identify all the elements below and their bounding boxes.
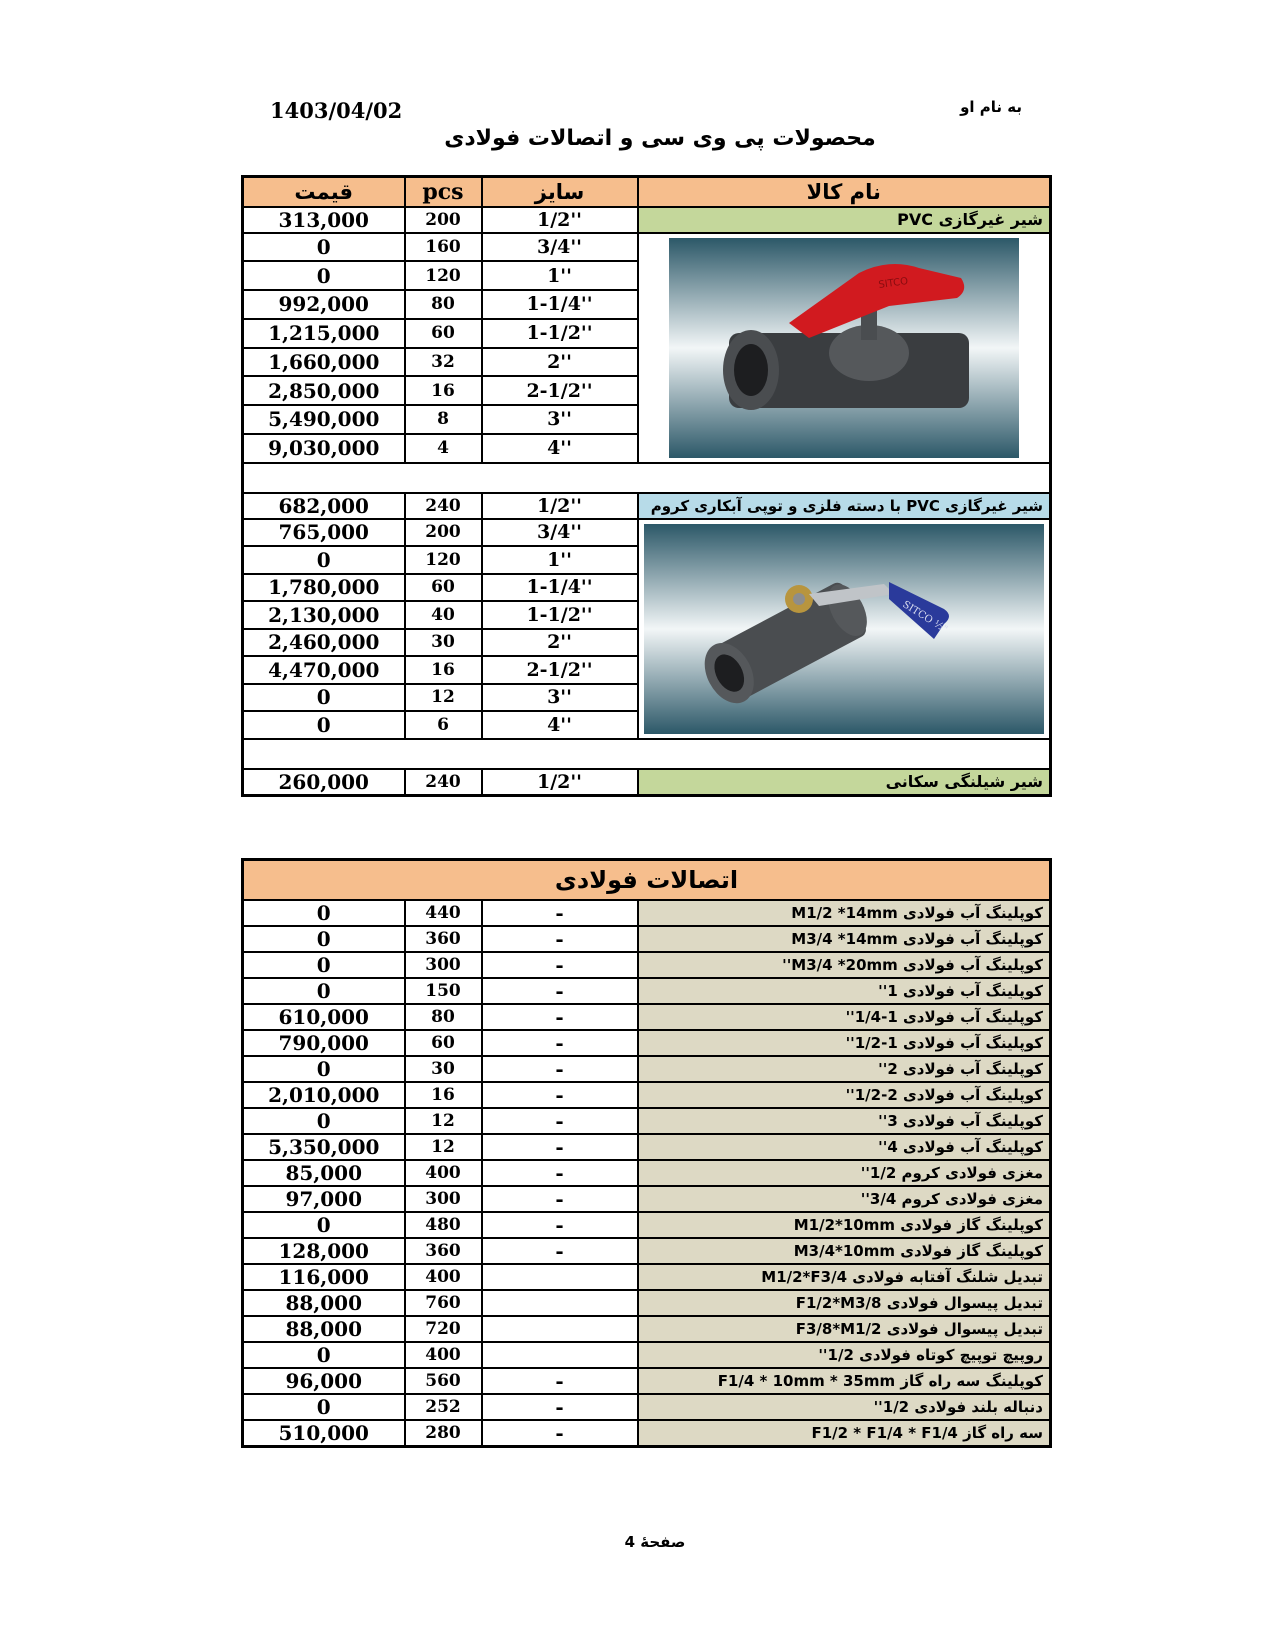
price-cell: 85,000	[243, 1160, 405, 1186]
size-cell: 2''	[482, 629, 638, 657]
pcs-cell: 60	[405, 574, 482, 602]
size-cell: -	[482, 1238, 638, 1264]
fitting-name-cell: دنباله بلند فولادی 1/2''	[638, 1394, 1051, 1420]
pcs-cell: 200	[405, 519, 482, 547]
size-cell	[482, 1342, 638, 1368]
pcs-cell: 360	[405, 1238, 482, 1264]
size-cell: 3/4''	[482, 233, 638, 262]
price-cell: 2,130,000	[243, 601, 405, 629]
size-cell	[482, 1264, 638, 1290]
size-cell: -	[482, 952, 638, 978]
pcs-cell: 32	[405, 348, 482, 377]
pcs-cell: 480	[405, 1212, 482, 1238]
size-cell: -	[482, 1394, 638, 1420]
price-cell: 116,000	[243, 1264, 405, 1290]
fitting-name-cell: تبدیل پیسوال فولادی F1/2*M3/8	[638, 1290, 1051, 1316]
price-cell: 1,780,000	[243, 574, 405, 602]
pcs-cell: 252	[405, 1394, 482, 1420]
price-cell: 0	[243, 233, 405, 262]
size-cell: 1''	[482, 261, 638, 290]
page-number: صفحهٔ 4	[624, 1533, 686, 1551]
table-row	[243, 1108, 1051, 1134]
pcs-cell: 12	[405, 684, 482, 712]
pcs-cell: 150	[405, 978, 482, 1004]
product-image-cell	[638, 519, 1051, 739]
price-cell: 510,000	[243, 1420, 405, 1447]
price-cell: 2,460,000	[243, 629, 405, 657]
size-cell: -	[482, 1160, 638, 1186]
fitting-name-cell: کوپلینگ آب فولادی 3''	[638, 1108, 1051, 1134]
table-row	[243, 1264, 1051, 1290]
spacer-row	[243, 463, 1051, 493]
pvc-valve-image	[669, 238, 1019, 458]
price-cell: 0	[243, 900, 405, 926]
price-cell: 128,000	[243, 1238, 405, 1264]
size-cell: 1-1/4''	[482, 574, 638, 602]
table-row	[243, 519, 1051, 547]
size-cell: -	[482, 1082, 638, 1108]
fitting-name-cell: کوپلینگ آب فولادی 2''	[638, 1056, 1051, 1082]
size-cell: -	[482, 1030, 638, 1056]
product-name-hose-valve: شیر شیلنگی سکانی	[638, 769, 1051, 796]
size-cell: 1/2''	[482, 769, 638, 796]
table-row	[243, 1420, 1051, 1447]
document-date: 1403/04/02	[270, 98, 403, 123]
table-row	[243, 1368, 1051, 1394]
size-cell: 1/2''	[482, 207, 638, 233]
pcs-cell: 120	[405, 546, 482, 574]
fitting-name-cell: تبدیل پیسوال فولادی F3/8*M1/2	[638, 1316, 1051, 1342]
price-cell: 682,000	[243, 493, 405, 519]
size-cell: -	[482, 1004, 638, 1030]
pcs-cell: 560	[405, 1368, 482, 1394]
price-cell: 97,000	[243, 1186, 405, 1212]
pcs-cell: 720	[405, 1316, 482, 1342]
table-row	[243, 1082, 1051, 1108]
pcs-cell: 16	[405, 656, 482, 684]
table-row	[243, 1160, 1051, 1186]
price-cell: 0	[243, 1212, 405, 1238]
pcs-cell: 400	[405, 1264, 482, 1290]
price-cell: 2,850,000	[243, 376, 405, 405]
size-cell: 1-1/4''	[482, 290, 638, 319]
pcs-cell: 4	[405, 434, 482, 463]
pcs-cell: 300	[405, 952, 482, 978]
size-cell: 1/2''	[482, 493, 638, 519]
pvc-price-table	[241, 175, 1052, 797]
table-row	[243, 1290, 1051, 1316]
price-cell: 0	[243, 1108, 405, 1134]
pcs-cell: 12	[405, 1134, 482, 1160]
svg-text:SITCO ½": SITCO ½"	[900, 598, 950, 635]
pcs-cell: 60	[405, 319, 482, 348]
size-cell: -	[482, 1108, 638, 1134]
price-cell: 0	[243, 711, 405, 739]
table-header-row	[243, 177, 1051, 207]
basmala-text: به نام او	[960, 98, 1022, 116]
section-title: اتصالات فولادی	[243, 860, 1051, 900]
pcs-cell: 300	[405, 1186, 482, 1212]
size-cell: 3''	[482, 405, 638, 434]
spacer-row	[243, 739, 1051, 769]
fitting-name-cell: کوپلینگ آب فولادی 1''	[638, 978, 1051, 1004]
size-cell: 1-1/2''	[482, 319, 638, 348]
price-cell: 2,010,000	[243, 1082, 405, 1108]
price-cell: 88,000	[243, 1316, 405, 1342]
size-cell: 4''	[482, 711, 638, 739]
size-cell: -	[482, 1368, 638, 1394]
table-row	[243, 900, 1051, 926]
size-cell: -	[482, 1420, 638, 1447]
price-cell: 992,000	[243, 290, 405, 319]
pcs-cell: 16	[405, 376, 482, 405]
price-cell: 313,000	[243, 207, 405, 233]
pvc-chrome-valve-section	[243, 493, 1051, 739]
table-row	[243, 207, 1051, 233]
price-cell: 0	[243, 1056, 405, 1082]
pcs-cell: 200	[405, 207, 482, 233]
fitting-name-cell: کوپلینگ آب فولادی M1/2 *14mm	[638, 900, 1051, 926]
pcs-cell: 280	[405, 1420, 482, 1447]
page-title: محصولات پی وی سی و اتصالات فولادی	[444, 126, 876, 151]
table-row	[243, 978, 1051, 1004]
fitting-name-cell: کوپلینگ آب فولادی 2-1/2''	[638, 1082, 1051, 1108]
pcs-cell: 60	[405, 1030, 482, 1056]
pcs-cell: 80	[405, 1004, 482, 1030]
size-cell: -	[482, 900, 638, 926]
fitting-name-cell: کوپلینگ آب فولادی 1-1/2''	[638, 1030, 1051, 1056]
table-row	[243, 1186, 1051, 1212]
size-cell: -	[482, 1134, 638, 1160]
product-name-label: شیر غیرگازی PVC	[638, 207, 1051, 233]
pcs-cell: 30	[405, 629, 482, 657]
size-cell: 3''	[482, 684, 638, 712]
table-row	[243, 926, 1051, 952]
size-cell: 2-1/2''	[482, 656, 638, 684]
price-cell: 5,350,000	[243, 1134, 405, 1160]
pcs-cell: 6	[405, 711, 482, 739]
fitting-name-cell: مغزی فولادی کروم 1/2''	[638, 1160, 1051, 1186]
price-cell: 0	[243, 546, 405, 574]
pcs-cell: 360	[405, 926, 482, 952]
pcs-cell: 80	[405, 290, 482, 319]
price-cell: 610,000	[243, 1004, 405, 1030]
price-cell: 0	[243, 1342, 405, 1368]
size-cell: 2-1/2''	[482, 376, 638, 405]
size-cell: 1''	[482, 546, 638, 574]
size-cell	[482, 1316, 638, 1342]
table-row	[243, 952, 1051, 978]
fitting-name-cell: مغزی فولادی کروم 3/4''	[638, 1186, 1051, 1212]
svg-text:SITCO: SITCO	[877, 275, 909, 291]
price-cell: 765,000	[243, 519, 405, 547]
price-cell: 96,000	[243, 1368, 405, 1394]
price-cell: 790,000	[243, 1030, 405, 1056]
table-row	[243, 1394, 1051, 1420]
price-cell: 4,470,000	[243, 656, 405, 684]
fitting-name-cell: کوپلینگ آب فولادی M3/4 *14mm	[638, 926, 1051, 952]
table-row	[243, 493, 1051, 519]
header-price: قیمت	[243, 177, 405, 207]
size-cell	[482, 1290, 638, 1316]
table-row	[243, 1212, 1051, 1238]
table-row	[243, 1238, 1051, 1264]
header-name: نام کالا	[638, 177, 1051, 207]
steel-fittings-table	[241, 858, 1052, 1448]
fitting-name-cell: تبدیل شلنگ آفتابه فولادی M1/2*F3/4	[638, 1264, 1051, 1290]
price-cell: 0	[243, 926, 405, 952]
table-row	[243, 1342, 1051, 1368]
header-size: سایز	[482, 177, 638, 207]
pcs-cell: 400	[405, 1160, 482, 1186]
pcs-cell: 16	[405, 1082, 482, 1108]
size-cell: 4''	[482, 434, 638, 463]
pcs-cell: 12	[405, 1108, 482, 1134]
price-cell: 0	[243, 1394, 405, 1420]
pcs-cell: 160	[405, 233, 482, 262]
fitting-name-cell: کوپلینگ آب فولادی M3/4 *20mm''	[638, 952, 1051, 978]
price-cell: 1,215,000	[243, 319, 405, 348]
steel-fittings-rows	[243, 900, 1051, 1447]
pcs-cell: 40	[405, 601, 482, 629]
pcs-cell: 760	[405, 1290, 482, 1316]
size-cell: 2''	[482, 348, 638, 377]
size-cell: -	[482, 926, 638, 952]
table-row	[243, 1316, 1051, 1342]
size-cell: -	[482, 1212, 638, 1238]
price-cell: 9,030,000	[243, 434, 405, 463]
price-cell: 0	[243, 952, 405, 978]
fitting-name-cell: کوپلینگ آب فولادی 4''	[638, 1134, 1051, 1160]
table-row	[243, 769, 1051, 796]
size-cell: -	[482, 1056, 638, 1082]
table-row	[243, 1004, 1051, 1030]
price-cell: 0	[243, 684, 405, 712]
price-cell: 88,000	[243, 1290, 405, 1316]
fitting-name-cell: سه راه گاز F1/2 * F1/4 * F1/4	[638, 1420, 1051, 1447]
size-cell: 1-1/2''	[482, 601, 638, 629]
pcs-cell: 240	[405, 493, 482, 519]
price-cell: 260,000	[243, 769, 405, 796]
size-cell: 3/4''	[482, 519, 638, 547]
product-image-cell	[638, 233, 1051, 463]
pvc-valve-section	[243, 207, 1051, 463]
fitting-name-cell: کوپلینگ آب فولادی 1-1/4''	[638, 1004, 1051, 1030]
pcs-cell: 8	[405, 405, 482, 434]
pcs-cell: 440	[405, 900, 482, 926]
size-cell: -	[482, 1186, 638, 1212]
pvc-chrome-valve-image	[644, 524, 1044, 734]
price-cell: 0	[243, 261, 405, 290]
size-cell: -	[482, 978, 638, 1004]
price-cell: 5,490,000	[243, 405, 405, 434]
product-name-label: شیر غیرگازی PVC با دسته فلزی و توپی آبکاری کروم	[638, 493, 1051, 519]
pcs-cell: 120	[405, 261, 482, 290]
fitting-name-cell: روپیچ توپیچ کوتاه فولادی 1/2''	[638, 1342, 1051, 1368]
pcs-cell: 240	[405, 769, 482, 796]
table-row	[243, 1056, 1051, 1082]
pcs-cell: 30	[405, 1056, 482, 1082]
header-pcs: pcs	[405, 177, 482, 207]
table-row	[243, 1134, 1051, 1160]
price-cell: 0	[243, 978, 405, 1004]
price-cell: 1,660,000	[243, 348, 405, 377]
table-row	[243, 233, 1051, 262]
table-row	[243, 1030, 1051, 1056]
fitting-name-cell: کوپلینگ گاز فولادی M1/2*10mm	[638, 1212, 1051, 1238]
pcs-cell: 400	[405, 1342, 482, 1368]
section-title-row	[243, 860, 1051, 900]
fitting-name-cell: کوپلینگ گاز فولادی M3/4*10mm	[638, 1238, 1051, 1264]
fitting-name-cell: کوپلینگ سه راه گاز F1/4 * 10mm * 35mm	[638, 1368, 1051, 1394]
